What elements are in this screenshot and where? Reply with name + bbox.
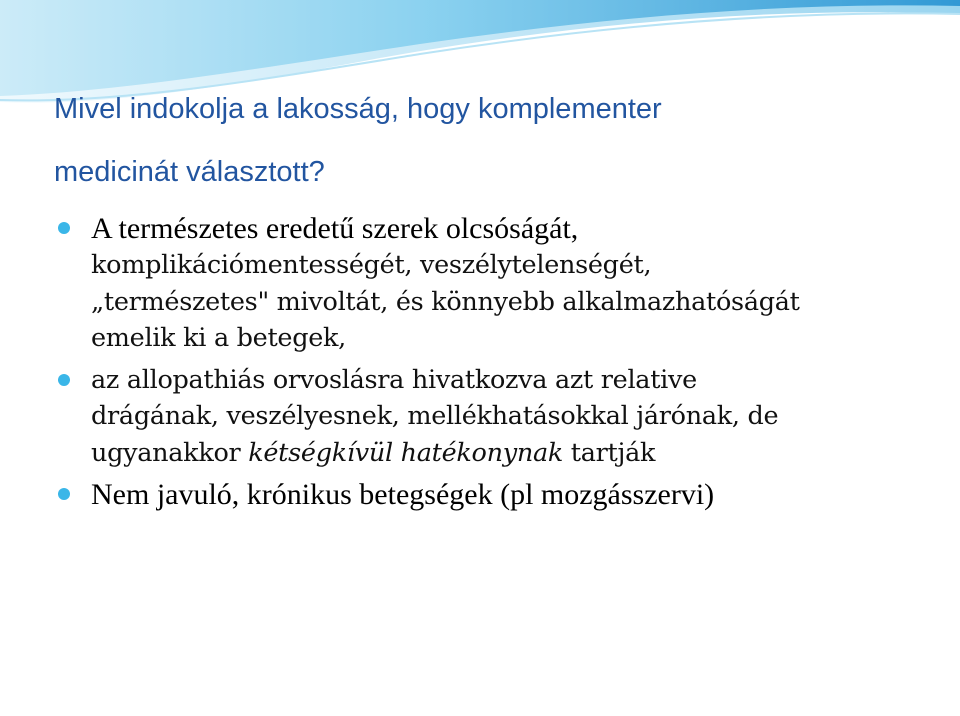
bullet-3-text-start: ugyanakkor <box>91 437 249 468</box>
bullet-item-4 <box>58 476 938 513</box>
bullet-list <box>58 210 938 518</box>
bullet-item-1 <box>58 210 938 247</box>
bullet-dot-icon <box>58 488 70 500</box>
bullet-dot-icon <box>58 374 70 386</box>
bullet-3-text-end: tartják <box>563 437 656 468</box>
bullet-2-line-3: emelik ki a betegek, <box>91 323 346 353</box>
bullet-1-line-1: A természetes eredetű szerek olcsóságát, <box>91 212 579 245</box>
bullet-3-line-1: az allopathiás orvoslásra hivatkozva azt relative <box>91 364 697 395</box>
bullet-4-line-1: Nem javuló, krónikus betegségek (pl mozgásszervi) <box>91 478 715 511</box>
title-line-1: Mivel indokolja a lakosság, hogy komplementer <box>54 93 662 125</box>
bullet-3-emphasis: kétségkívül hatékonynak <box>248 437 563 468</box>
bullet-2-line-2: „természetes" mivoltát, és könnyebb alkalmazhatóságát <box>91 286 800 317</box>
bullet-dot-icon <box>58 222 70 234</box>
title-line-2: medicinát választott? <box>54 156 325 188</box>
bullet-item-3 <box>58 362 938 472</box>
bullet-item-2 <box>58 247 938 357</box>
bullet-2-line-1: komplikációmentességét, veszélytelenségét, <box>91 250 652 280</box>
bullet-3-line-2: drágának, veszélyesnek, mellékhatásokkal járónak, de <box>91 401 779 431</box>
slide-title <box>54 78 934 204</box>
bullet-3-line-3 <box>91 435 938 472</box>
